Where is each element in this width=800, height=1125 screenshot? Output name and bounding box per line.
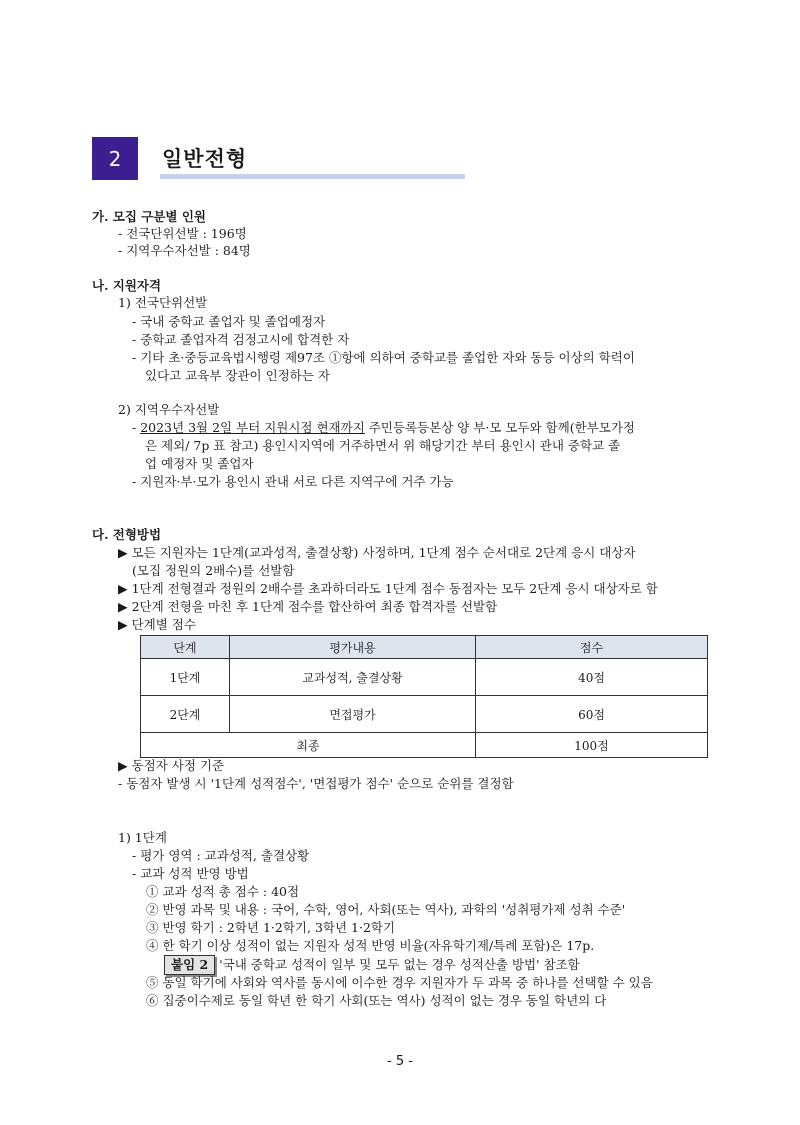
section-number-badge xyxy=(92,137,138,180)
na-sub2-line1-rest: 주민등록등본상 양 부·모 모두와 함께(한부모가정 xyxy=(364,420,635,435)
table-row xyxy=(141,696,708,733)
appendix-badge: 붙임 2 xyxy=(164,955,215,975)
stage1-area: - 평가 영역 : 교과성적, 출결상황 xyxy=(132,848,310,863)
stage1-list-item: ⑤ 동일 학기에 사회와 역사를 동시에 이수한 경우 지원자가 두 과목 중 하나를 선택할 수 있음 xyxy=(146,975,653,990)
stage1-list-item: ③ 반영 학기 : 2학년 1·2학기, 3학년 1·2학기 xyxy=(146,920,396,935)
table-header-cell: 점수 xyxy=(476,636,708,659)
ga-item: - 전국단위선발 : 196명 xyxy=(118,226,247,241)
stage1-list-item: ① 교과 성적 총 점수 : 40점 xyxy=(146,884,300,899)
na-sub1-title: 1) 전국단위선발 xyxy=(118,295,208,310)
na-sub2-underlined-period: 2023년 3월 2일 부터 지원시점 현재까지 xyxy=(140,420,365,435)
table-total-value: 100점 xyxy=(476,733,708,758)
table-header-cell: 평가내용 xyxy=(230,636,476,659)
tie-title: ▶ 동점자 사정 기준 xyxy=(118,758,225,773)
na-sub2-line4: - 지원자·부·모가 용인시 관내 서로 다른 지역구에 거주 가능 xyxy=(132,474,454,489)
da-bullet-cont: (모집 정원의 2배수)를 선발함 xyxy=(132,563,295,578)
stage1-list-item: ② 반영 과목 및 내용 : 국어, 수학, 영어, 사회(또는 역사), 과학의 '성취평가제 성취 수준' xyxy=(146,902,626,917)
section-title-underline xyxy=(160,174,465,179)
tie-text: - 동점자 발생 시 '1단계 성적점수', '면접평가 점수' 순으로 순위를 결정함 xyxy=(118,776,514,791)
table-cell: 1단계 xyxy=(141,659,230,696)
na-sub2-title: 2) 지역우수자선발 xyxy=(118,402,220,417)
stage1-title: 1) 1단계 xyxy=(118,830,167,845)
heading-da: 다. 전형방법 xyxy=(92,527,162,542)
na-sub1-item: - 국내 중학교 졸업자 및 졸업예정자 xyxy=(132,314,326,329)
section-title: 일반전형 xyxy=(162,147,248,171)
na-sub2-line1: - 2023년 3월 2일 부터 지원시점 현재까지 주민등록등본상 양 부·모 모두와 함께(한부모가정 xyxy=(132,420,635,435)
table-cell: 면접평가 xyxy=(230,696,476,733)
table-cell: 교과성적, 출결상황 xyxy=(230,659,476,696)
na-sub1-item: - 기타 초·중등교육법시행령 제97조 ①항에 의하여 중학교를 졸업한 자와 동등 이상의 학력이 xyxy=(132,350,635,365)
na-sub2-line2: 은 제외/ 7p 표 참고) 용인시지역에 거주하면서 위 해당기간 부터 용인시 관내 중학교 졸 xyxy=(145,438,621,453)
da-bullet: ▶ 2단계 전형을 마친 후 1단계 점수를 합산하여 최종 합격자를 선발함 xyxy=(118,599,498,614)
na-sub1-item-cont: 있다고 교육부 장관이 인정하는 자 xyxy=(145,368,330,383)
da-bullet: ▶ 1단계 전형결과 정원의 2배수를 초과하더라도 1단계 점수 동점자는 모두 2단계 응시 대상자로 함 xyxy=(118,581,658,596)
table-cell: 40점 xyxy=(476,659,708,696)
table-row xyxy=(141,659,708,696)
appendix-reference xyxy=(164,955,580,975)
section-number: 2 xyxy=(108,146,122,171)
stage1-list-item: ⑥ 집중이수제로 동일 학년 한 학기 사회(또는 역사) 성적이 없는 경우 동일 학년의 다 xyxy=(146,993,607,1008)
stage1-list-item: ④ 한 학기 이상 성적이 없는 지원자 성적 반영 비율(자유학기제/특례 포함)은 17p. xyxy=(146,938,595,953)
heading-na: 나. 지원자격 xyxy=(92,278,162,293)
table-cell: 60점 xyxy=(476,696,708,733)
page-number: - 5 - xyxy=(387,1054,413,1069)
score-table xyxy=(140,635,708,758)
na-sub1-item: - 중학교 졸업자격 검정고시에 합격한 자 xyxy=(132,332,350,347)
table-total-label: 최종 xyxy=(141,733,476,758)
appendix-text: '국내 중학교 성적이 일부 및 모두 없는 경우 성적산출 방법' 참조함 xyxy=(219,957,580,972)
table-total-row xyxy=(141,733,708,758)
da-bullet: ▶ 모든 지원자는 1단계(교과성적, 출결상황) 사정하며, 1단계 점수 순서대로 2단계 응시 대상자 xyxy=(118,545,636,560)
stage1-method: - 교과 성적 반영 방법 xyxy=(132,866,249,881)
table-cell: 2단계 xyxy=(141,696,230,733)
table-header-cell: 단계 xyxy=(141,636,230,659)
ga-item: - 지역우수자선발 : 84명 xyxy=(118,243,251,258)
da-bullet: ▶ 단계별 점수 xyxy=(118,617,196,632)
table-header-row xyxy=(141,636,708,659)
heading-ga: 가. 모집 구분별 인원 xyxy=(92,209,207,224)
na-sub2-line3: 업 예정자 및 졸업자 xyxy=(145,456,254,471)
